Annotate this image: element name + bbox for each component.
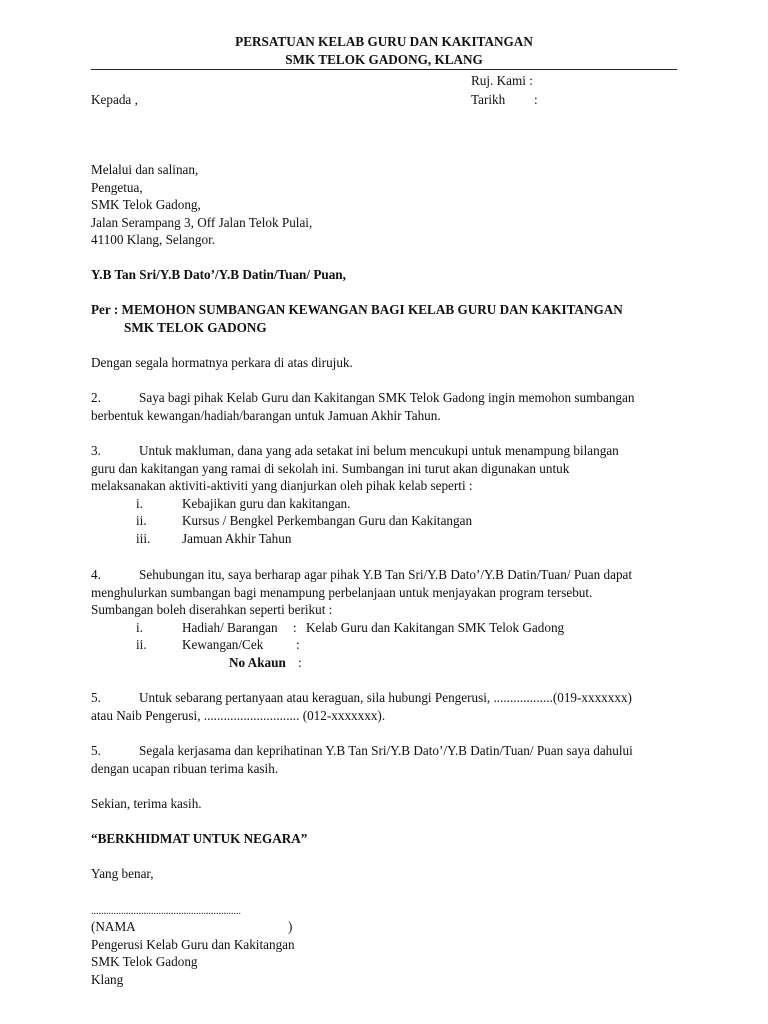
list-item-number: ii. — [136, 637, 147, 652]
para-4-line: Sehubungan itu, saya berharap agar pihak Y.B Tan Sri/Y.B Dato’/Y.B Datin/Tuan/ Puan dapat — [139, 567, 633, 582]
account-number-colon: : — [298, 655, 302, 670]
kepada-label: Kepada , — [91, 92, 138, 107]
list-item-number: i. — [136, 620, 143, 635]
subject-line-2: SMK TELOK GADONG — [124, 320, 267, 335]
para-4-line: menghulurkan sumbangan bagi menampung perbelanjaan untuk menjayakan program tersebut. — [91, 585, 593, 600]
para-5-line: Untuk sebarang pertanyaan atau keraguan, sila hubungi Pengerusi, ..................(019-xxxxxxx) — [139, 690, 632, 705]
tarikh-colon: : — [534, 92, 538, 107]
letterhead-subtitle: SMK TELOK GADONG, KLANG — [285, 52, 483, 67]
para-3-line: guru dan kakitangan yang ramai di sekolah ini. Sumbangan ini turut akan digunakan untuk — [91, 461, 570, 476]
letterhead-title: PERSATUAN KELAB GURU DAN KAKITANGAN — [235, 34, 533, 49]
para-6-line: dengan ucapan ribuan terima kasih. — [91, 761, 279, 776]
para-2-line: Saya bagi pihak Kelab Guru dan Kakitangan SMK Telok Gadong ingin memohon sumbangan — [139, 390, 635, 405]
list-item-number: i. — [136, 496, 143, 511]
list-item-label: Kewangan/Cek — [182, 637, 264, 652]
list-item-number: ii. — [136, 513, 147, 528]
address-line: SMK Telok Gadong, — [91, 197, 201, 212]
header-rule — [91, 69, 677, 70]
account-number-label: No Akaun — [229, 655, 286, 670]
yang-benar: Yang benar, — [91, 866, 154, 881]
signature-name-open: (NAMA — [91, 919, 136, 934]
address-line: Pengetua, — [91, 180, 143, 195]
para-6-number: 5. — [91, 743, 101, 758]
signature-name-close: ) — [288, 919, 293, 934]
salutation: Y.B Tan Sri/Y.B Dato’/Y.B Datin/Tuan/ Puan, — [91, 267, 346, 282]
para-5-number: 5. — [91, 690, 101, 705]
tarikh-label: Tarikh — [471, 92, 506, 107]
list-item-colon: : — [293, 620, 297, 635]
para-3-number: 3. — [91, 443, 101, 458]
para-3-line: melaksanakan aktiviti-aktiviti yang dianjurkan oleh pihak kelab seperti : — [91, 478, 473, 493]
list-item-text: Kebajikan guru dan kakitangan. — [182, 496, 351, 511]
address-line: Melalui dan salinan, — [91, 162, 199, 177]
signature-title: Pengerusi Kelab Guru dan Kakitangan — [91, 937, 295, 952]
list-item-number: iii. — [136, 531, 151, 546]
list-item-value: Kelab Guru dan Kakitangan SMK Telok Gadong — [306, 620, 565, 635]
para-5-line: atau Naib Pengerusi, ............................. (012-xxxxxxx). — [91, 708, 386, 723]
para-2-line: berbentuk kewangan/hadiah/barangan untuk Jamuan Akhir Tahun. — [91, 408, 441, 423]
list-item-text: Kursus / Bengkel Perkembangan Guru dan Kakitangan — [182, 513, 473, 528]
address-line: 41100 Klang, Selangor. — [91, 232, 216, 247]
address-line: Jalan Serampang 3, Off Jalan Telok Pulai, — [91, 215, 313, 230]
list-item-label: Hadiah/ Barangan — [182, 620, 278, 635]
signature-school: SMK Telok Gadong — [91, 954, 198, 969]
closing-text: Sekian, terima kasih. — [91, 796, 202, 811]
para-4-number: 4. — [91, 567, 101, 582]
para-4-line: Sumbangan boleh diserahkan seperti berikut : — [91, 602, 333, 617]
intro-paragraph: Dengan segala hormatnya perkara di atas dirujuk. — [91, 355, 353, 370]
signature-line: ............................................................ — [91, 906, 241, 917]
signature-town: Klang — [91, 972, 124, 987]
para-2-number: 2. — [91, 390, 101, 405]
list-item-colon: : — [296, 637, 300, 652]
ruj-kami-label: Ruj. Kami : — [471, 73, 533, 88]
para-6-line: Segala kerjasama dan keprihatinan Y.B Tan Sri/Y.B Dato’/Y.B Datin/Tuan/ Puan saya dahului — [139, 743, 633, 758]
subject-line-1: Per : MEMOHON SUMBANGAN KEWANGAN BAGI KELAB GURU DAN KAKITANGAN — [91, 302, 623, 317]
para-3-line: Untuk makluman, dana yang ada setakat ini belum mencukupi untuk menampung bilangan — [139, 443, 619, 458]
motto: “BERKHIDMAT UNTUK NEGARA” — [91, 831, 308, 846]
list-item-text: Jamuan Akhir Tahun — [182, 531, 292, 546]
